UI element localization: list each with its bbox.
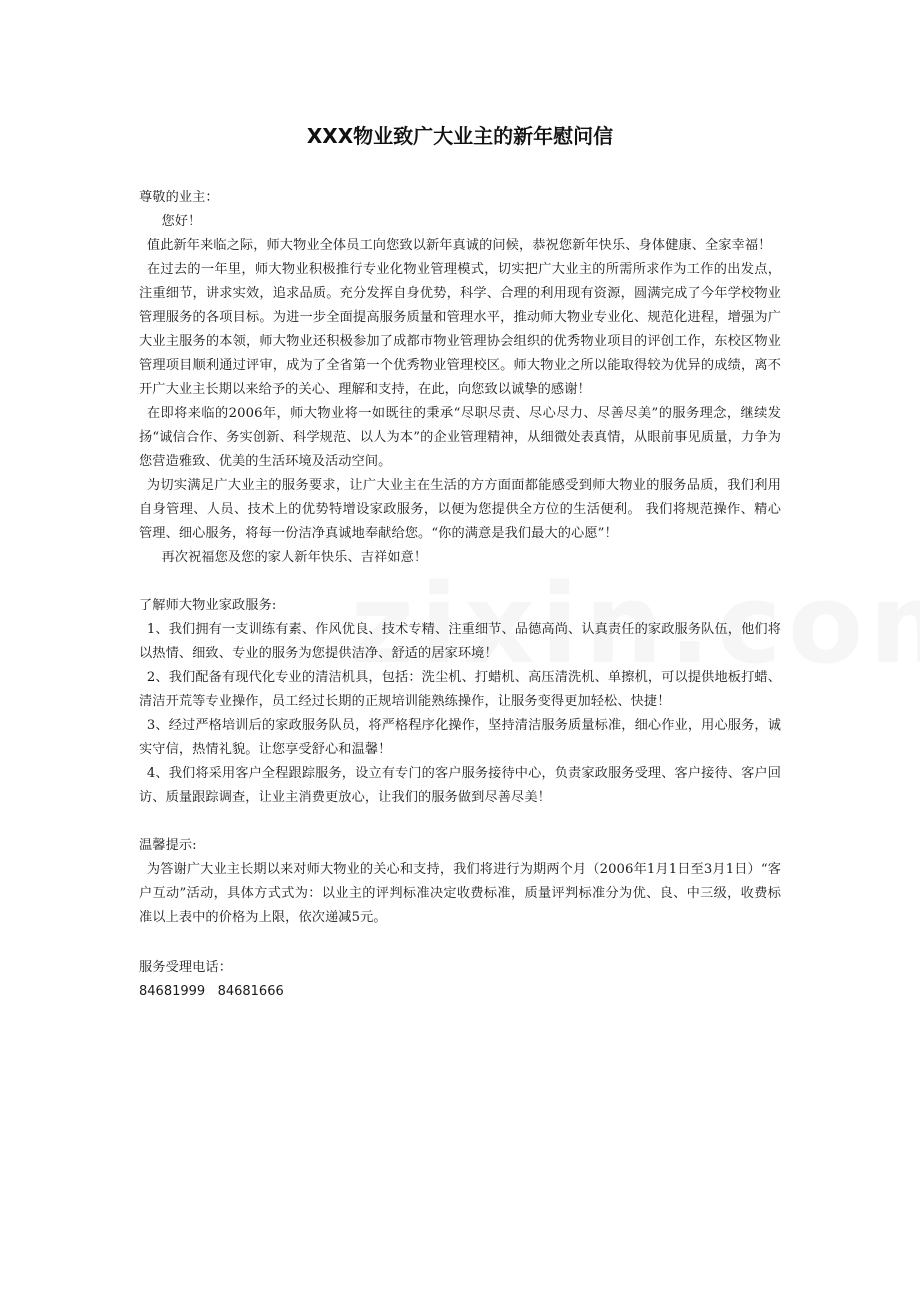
- contact-section: [139, 956, 781, 1004]
- letter-paragraph-1: 值此新年来临之际，师大物业全体员工向您致以新年真诚的问候，恭祝您新年快乐、身体健康、全家幸福！: [146, 238, 772, 253]
- service-item-2: 2、我们配备有现代化专业的清洁机具，包括：洗尘机、打蜡机、高压清洗机、单擦机，可以提供地板打蜡、清洁开荒等专业操作，员工经过长期的正规培训能熟练操作，让服务变得更加轻松、快捷！: [139, 670, 781, 709]
- letter-paragraph-2: 在过去的一年里，师大物业积极推行专业化物业管理模式，切实把广大业主的所需所求作为工作的出发点，注重细节，讲求实效，追求品质。充分发挥自身优势，科学、合理的利用现有资源，圆满完成了今年学校物业管理服务的各项目标。为进一步全面提高服务质量和管理水平，推动师大物业专业化、规范化进程，增强为广大业主服务的本领，师大物业还积极参加了成都市物业管理协会组织的优秀物业项目的评创工作，东校区物业管理项目顺利通过评审，成为了全省第一个优秀物业管理校区。师大物业之所以能取得较为优异的成绩，离不开广大业主长期以来给予的关心、理解和支持，在此，向您致以诚挚的感谢！: [139, 262, 781, 397]
- contact-phones: 84681999 84681666: [139, 984, 284, 999]
- service-item-1: 1、我们拥有一支训练有素、作风优良、技术专精、注重细节、品德高尚、认真责任的家政服务队伍，他们将以热情、细致、专业的服务为您提供洁净、舒适的居家环境！: [139, 622, 781, 661]
- letter-paragraph-3: 在即将来临的2006年，师大物业将一如既往的秉承“尽职尽责、尽心尽力、尽善尽美”的服务理念，继续发扬“诚信合作、务实创新、科学规范、以人为本”的企业管理精神，从细微处表真情，从眼前事见质量，力争为您营造雅致、优美的生活环境及活动空间。: [139, 406, 781, 469]
- greeting-hello: 您好！: [161, 214, 202, 229]
- tips-section: [139, 834, 781, 930]
- service-item-4: 4、我们将采用客户全程跟踪服务，设立有专门的客户服务接待中心，负责家政服务受理、客户接待、客户回访、质量跟踪调查，让业主消费更放心，让我们的服务做到尽善尽美！: [139, 766, 781, 805]
- service-item-3: 3、经过严格培训后的家政服务队员，将严格程序化操作，坚持清洁服务质量标准，细心作业，用心服务，诚实守信，热情礼貌。让您享受舒心和温馨！: [139, 718, 781, 757]
- letter-body: [139, 186, 781, 570]
- letter-paragraph-4: 为切实满足广大业主的服务要求，让广大业主在生活的方方面面都能感受到师大物业的服务品质，我们利用自身管理、人员、技术上的优势特增设家政服务，以便为您提供全方位的生活便利。 我们将规范操作、精心管理、细心服务，将每一份洁净真诚地奉献给您。“你的满意是我们最大的心愿”！: [139, 478, 781, 541]
- salutation: 尊敬的业主：: [139, 190, 219, 205]
- contact-heading: 服务受理电话：: [139, 960, 233, 975]
- letter-closing: 再次祝福您及您的家人新年快乐、吉祥如意！: [161, 550, 428, 565]
- title-prefix: XXX: [306, 124, 354, 148]
- services-heading: 了解师大物业家政服务:: [139, 598, 277, 613]
- services-section: [139, 594, 781, 810]
- tips-text: 为答谢广大业主长期以来对师大物业的关心和支持，我们将进行为期两个月（2006年1月1日至3月1日）“客户互动”活动，具体方式式为：以业主的评判标准决定收费标准，质量评判标准分为优、良、中三级，收费标准以上表中的价格为上限，依次递减5元。: [139, 862, 781, 925]
- title-text: 物业致广大业主的新年慰问信: [353, 124, 614, 148]
- page-title: [139, 122, 781, 150]
- tips-heading: 温馨提示:: [139, 838, 197, 853]
